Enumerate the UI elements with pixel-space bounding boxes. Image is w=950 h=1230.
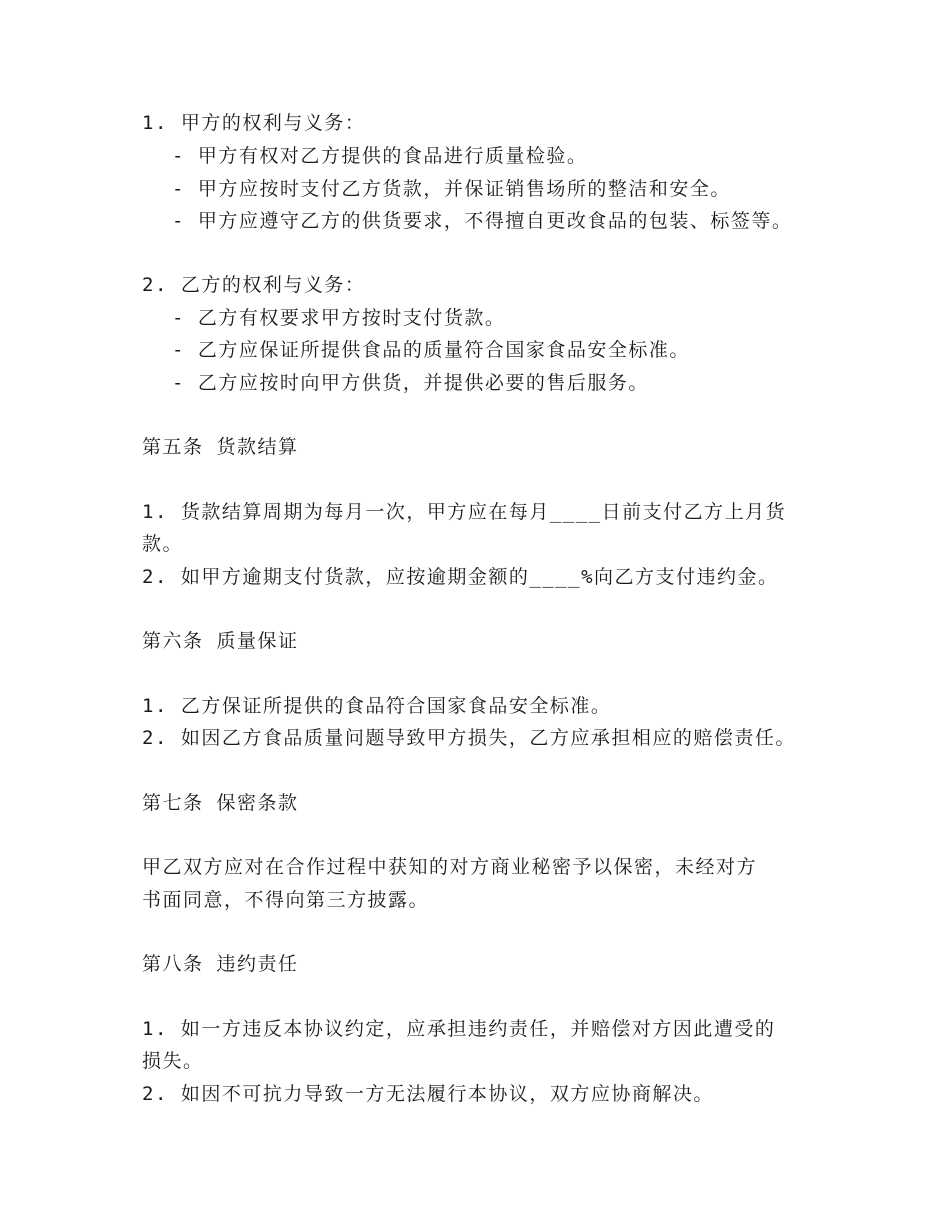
clause-item-b-rights-heading: 2. 乙方的权利与义务： [142,274,366,296]
paragraph-line: 书面同意，不得向第三方披露。 [142,889,430,911]
paragraph-line: 2. 如因不可抗力导致一方无法履行本协议，双方应协商解决。 [142,1083,714,1105]
paragraph-line: 1. 货款结算周期为每月一次，甲方应在每月____日前支付乙方上月货 [142,501,787,523]
paragraph-line: 1. 乙方保证所提供的食品符合国家食品安全标准。 [142,695,612,717]
section-heading-quality: 第六条 质量保证 [142,630,299,652]
clause-subitem: - 甲方有权对乙方提供的食品进行质量检验。 [172,145,588,167]
clause-subitem: - 乙方应按时向甲方供货，并提供必要的售后服务。 [172,372,649,394]
paragraph-line: 2. 如甲方逾期支付货款，应按逾期金额的____%向乙方支付违约金。 [142,566,779,588]
paragraph-line: 2. 如因乙方食品质量问题导致甲方损失，乙方应承担相应的赔偿责任。 [142,727,796,749]
clause-subitem: - 甲方应遵守乙方的供货要求，不得擅自更改食品的包装、标签等。 [172,210,793,232]
section-heading-payment: 第五条 货款结算 [142,436,299,458]
paragraph-line: 甲乙双方应对在合作过程中获知的对方商业秘密予以保密，未经对方 [142,856,758,878]
paragraph-line: 损失。 [142,1050,204,1072]
paragraph-line: 1. 如一方违反本协议约定，应承担违约责任，并赔偿对方因此遭受的 [142,1018,776,1040]
clause-subitem: - 乙方应保证所提供食品的质量符合国家食品安全标准。 [172,339,690,361]
clause-subitem: - 乙方有权要求甲方按时支付货款。 [172,307,506,329]
section-heading-confidentiality: 第七条 保密条款 [142,792,299,814]
clause-item-a-rights-heading: 1. 甲方的权利与义务： [142,112,366,134]
section-heading-liability: 第八条 违约责任 [142,953,299,975]
clause-subitem: - 甲方应按时支付乙方货款，并保证销售场所的整洁和安全。 [172,178,731,200]
paragraph-line: 款。 [142,533,184,555]
